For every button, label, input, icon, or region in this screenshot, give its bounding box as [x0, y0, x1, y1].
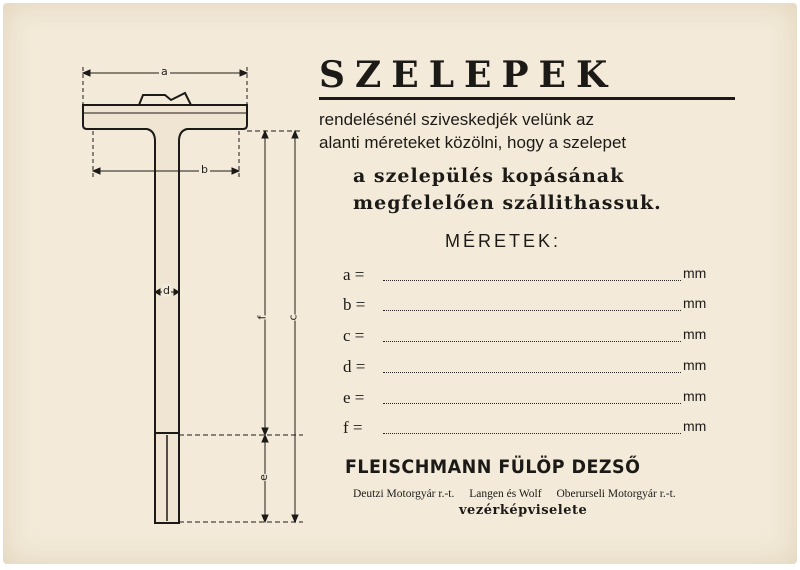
measurement-label: e = [343, 388, 365, 407]
postcard [3, 3, 797, 564]
title-underline [319, 97, 735, 100]
represented-company: Langen és Wolf [469, 488, 542, 500]
measurement-label: f = [343, 418, 363, 437]
represented-company: Deutzi Motorgyár r.-t. [353, 488, 455, 500]
company-name: FLEISCHMANN FÜLÖP DEZSŐ [345, 456, 641, 478]
measurement-row-d [343, 357, 723, 379]
dim-label-c: c [286, 314, 300, 321]
measurement-row-e [343, 388, 723, 410]
measurement-row-f [343, 418, 723, 440]
dim-label-d: d [163, 284, 170, 297]
measurement-label: a = [343, 265, 365, 284]
fill-in-line[interactable] [383, 372, 681, 373]
dim-label-e: e [256, 474, 270, 481]
dim-label-f: f [255, 315, 269, 320]
measurement-unit: mm [683, 388, 707, 404]
measurement-label: d = [343, 357, 366, 376]
measurement-label: c = [343, 326, 365, 345]
intro-line-1: rendelésénél sziveskedjék velünk az [319, 110, 594, 129]
intro-text [319, 108, 739, 154]
valve-head-boss [139, 93, 191, 105]
fill-in-line[interactable] [383, 403, 681, 404]
measurement-unit: mm [683, 265, 707, 281]
intro-line-2: alanti méreteket közölni, hogy a szelepet [319, 133, 627, 152]
measurement-unit: mm [683, 418, 707, 434]
fill-in-line[interactable] [383, 433, 681, 434]
page-title: SZELEPEK [319, 54, 618, 96]
fill-in-line[interactable] [383, 310, 681, 311]
emphasis-line-2: megfelelően szállithassuk. [353, 192, 662, 214]
dim-label-b: b [201, 163, 208, 176]
measurement-row-a [343, 265, 723, 287]
valve-head [83, 105, 247, 433]
fill-in-line[interactable] [383, 280, 681, 281]
measurement-row-c [343, 326, 723, 348]
representative-title: vezérképviselete [459, 503, 588, 518]
measurement-unit: mm [683, 295, 707, 311]
measurements-heading: MÉRETEK: [445, 231, 562, 251]
measurement-row-b [343, 295, 723, 317]
represented-companies [353, 488, 725, 500]
represented-company: Oberurseli Motorgyár r.-t. [556, 488, 676, 500]
fill-in-line[interactable] [383, 341, 681, 342]
measurement-label: b = [343, 295, 366, 314]
measurement-unit: mm [683, 357, 707, 373]
emphasis-line-1: a szelepülés kopásának [353, 165, 625, 187]
measurement-unit: mm [683, 326, 707, 342]
dim-label-a: a [161, 65, 168, 78]
